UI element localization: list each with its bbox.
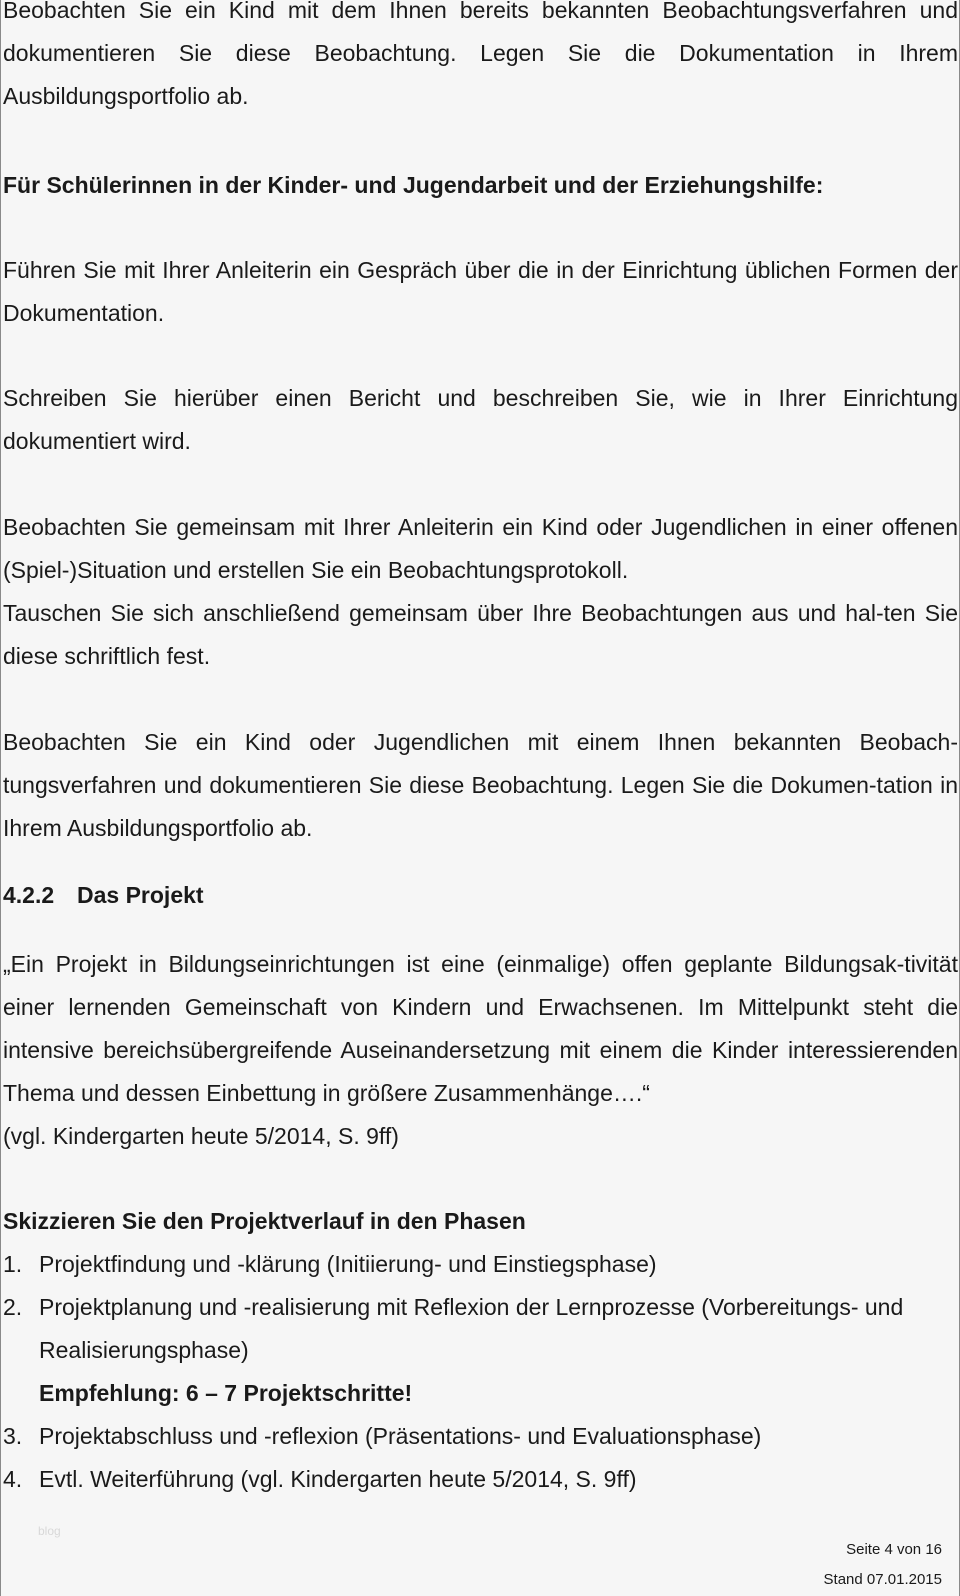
intro-paragraph: Beobachten Sie ein Kind mit dem Ihnen bereits bekannten Beobachtungsverfahren und dokumentieren Sie diese Beobachtung. Legen Sie die Dokumentation in Ihrem Ausbildungsportfolio ab. [3, 0, 958, 109]
list-text: Projektplanung und -realisierung mit Reflexion der Lernprozesse (Vorbereitungs- und Realisierungsphase) [39, 1294, 904, 1363]
list-item [3, 1286, 958, 1372]
list-item [3, 1243, 958, 1286]
list-item [3, 1458, 958, 1501]
subsection-title: Das Projekt [77, 882, 204, 908]
list-number: 4. [3, 1466, 23, 1492]
footer-page-number: Seite 4 von 16 [846, 1541, 942, 1558]
phases-heading: Skizzieren Sie den Projektverlauf in den Phasen [3, 1208, 526, 1234]
paragraph-bericht: Schreiben Sie hierüber einen Bericht und beschreiben Sie, wie in Ihrer Einrichtung dokumentiert wird. [3, 385, 958, 454]
list-number: 2. [3, 1294, 23, 1320]
list-item [3, 1415, 958, 1458]
paragraph-austausch: Tauschen Sie sich anschließend gemeinsam über Ihre Beobachtungen aus und hal-ten Sie diese schriftlich fest. [3, 600, 958, 669]
footer-date: Stand 07.01.2015 [823, 1571, 942, 1588]
list-text: Projektfindung und -klärung (Initiierung- und Einstiegsphase) [39, 1251, 657, 1277]
paragraph-beobachtung-gemeinsam: Beobachten Sie gemeinsam mit Ihrer Anleiterin ein Kind oder Jugendlichen in einer offenen (Spiel-)Situation und erstellen Sie ein Beobachtungsprotokoll. [3, 514, 958, 583]
list-number: 3. [3, 1423, 23, 1449]
watermark: blog [38, 1524, 61, 1538]
page-border-left [0, 0, 1, 1596]
section-heading: Für Schülerinnen in der Kinder- und Jugendarbeit und der Erziehungshilfe: [3, 172, 824, 198]
list-number: 1. [3, 1251, 23, 1277]
subsection-number: 4.2.2 [3, 882, 55, 908]
subsection-heading [3, 874, 958, 917]
list-text: Evtl. Weiterführung (vgl. Kindergarten heute 5/2014, S. 9ff) [39, 1466, 637, 1492]
paragraph-beobachtungsverfahren: Beobachten Sie ein Kind oder Jugendlichen mit einem Ihnen bekannten Beobach-tungsverfahren und dokumentieren Sie diese Beobachtung. Legen Sie die Dokumen-tation in Ihrem Ausbildungsportfolio ab. [3, 729, 958, 841]
paragraph-dokumentation-gespraech: Führen Sie mit Ihrer Anleiterin ein Gespräch über die in der Einrichtung üblichen Formen der Dokumentation. [3, 257, 958, 326]
list-text: Projektabschluss und -reflexion (Präsentations- und Evaluationsphase) [39, 1423, 762, 1449]
recommendation: Empfehlung: 6 – 7 Projektschritte! [39, 1380, 413, 1406]
quote-paragraph: „Ein Projekt in Bildungseinrichtungen ist eine (einmalige) offen geplante Bildungsak-tivität einer lernenden Gemeinschaft von Kindern und Erwachsenen. Im Mittelpunkt steht die intensive bereichsübergreifende Auseinandersetzung mit einem die Kinder interessierenden Thema und dessen Einbettung in größere Zusammenhänge….“ [3, 951, 958, 1106]
quote-source: (vgl. Kindergarten heute 5/2014, S. 9ff) [3, 1123, 399, 1149]
